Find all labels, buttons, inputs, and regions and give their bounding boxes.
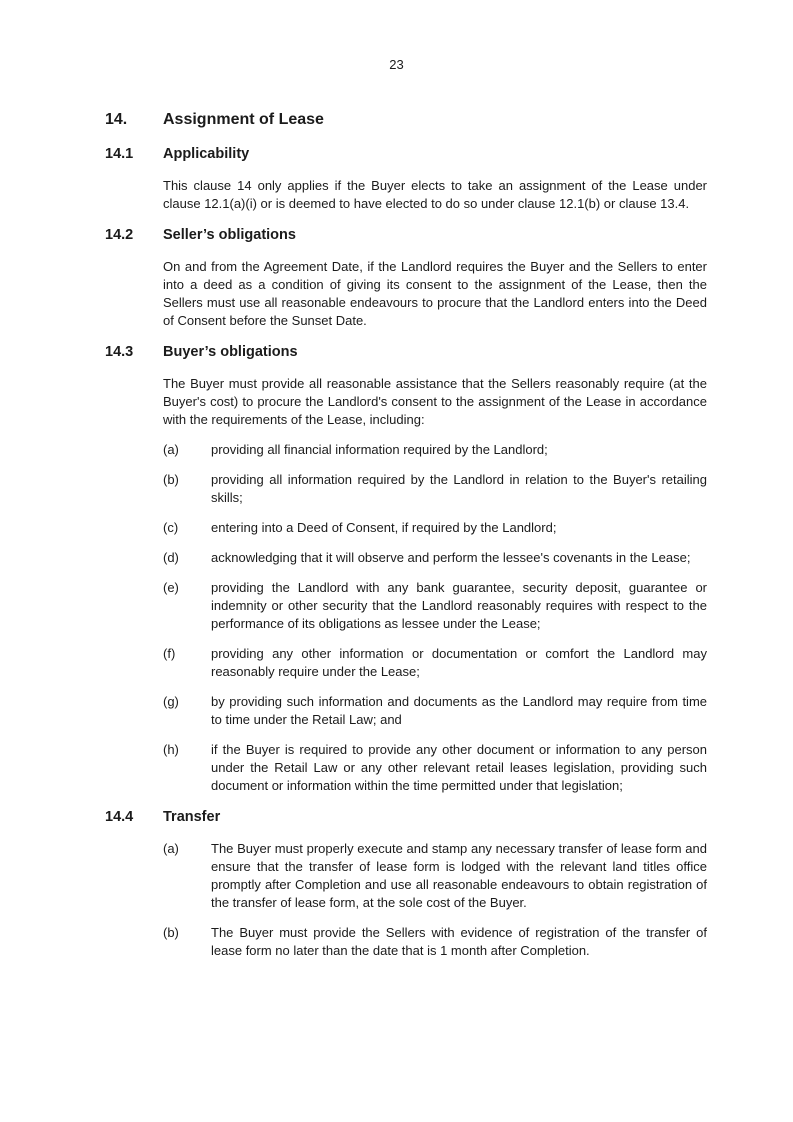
list-item-label: (b): [163, 925, 179, 940]
section-title: Applicability: [163, 146, 250, 162]
section-transfer: [0, 809, 793, 960]
section-title: Transfer: [163, 809, 221, 825]
section-heading: [105, 146, 793, 162]
list-item-label: (e): [163, 580, 179, 595]
section-applicability: [0, 146, 793, 213]
list-item-text: by providing such information and documents as the Landlord may require from time to time under the Retail Law; and: [211, 694, 707, 727]
list-item: [163, 924, 707, 960]
list-item: [163, 549, 707, 567]
section-sellers-obligations: [0, 227, 793, 330]
list-item: [163, 693, 707, 729]
list-item: [163, 579, 707, 633]
list-item-label: (a): [163, 841, 179, 856]
section-title: Buyer’s obligations: [163, 344, 298, 360]
list-item-label: (h): [163, 742, 179, 757]
section-number: 14.1: [105, 146, 134, 162]
list-item-text: providing any other information or documentation or comfort the Landlord may reasonably require under the Lease;: [211, 646, 707, 679]
list-item-text: providing all financial information required by the Landlord;: [211, 442, 548, 457]
list-item: [163, 741, 707, 795]
section-heading: [105, 227, 793, 243]
section-title: Seller’s obligations: [163, 227, 296, 243]
section-paragraph: The Buyer must provide all reasonable assistance that the Sellers reasonably require (at the Buyer's cost) to procure the Landlord's consent to the assignment of the Lease in accordance with the requirements of the Lease, including:: [163, 376, 707, 427]
clause-number: 14.: [105, 111, 128, 128]
list-item-text: providing all information required by the Landlord in relation to the Buyer's retailing skills;: [211, 472, 707, 505]
section-number: 14.3: [105, 344, 134, 360]
section-heading: [105, 809, 793, 825]
list-item: [163, 645, 707, 681]
section-number: 14.4: [105, 809, 134, 825]
list-item-text: acknowledging that it will observe and perform the lessee's covenants in the Lease;: [211, 550, 691, 565]
list-item: [163, 471, 707, 507]
list-item: [163, 840, 707, 912]
list-item-text: entering into a Deed of Consent, if required by the Landlord;: [211, 520, 557, 535]
section-paragraph: On and from the Agreement Date, if the Landlord requires the Buyer and the Sellers to enter into a deed as a condition of giving its consent to the assignment of the Lease, then the Sellers must use all reasonable endeavours to procure that the Landlord enters into the Deed of Consent before the Sunset Date.: [163, 259, 707, 328]
list-item-label: (d): [163, 550, 179, 565]
list-item-label: (b): [163, 472, 179, 487]
list-item-label: (f): [163, 646, 176, 661]
list-item-label: (g): [163, 694, 179, 709]
list-item-label: (c): [163, 520, 179, 535]
list-item-text: The Buyer must properly execute and stamp any necessary transfer of lease form and ensure that the transfer of lease form is lodged with the relevant land titles office promptly after Completion and use all reasonable endeavours to obtain registration of the transfer of lease form, at the sole cost of the Buyer.: [211, 841, 707, 910]
list-item-label: (a): [163, 442, 179, 457]
list-item: [163, 519, 707, 537]
list-item-text: providing the Landlord with any bank guarantee, security deposit, guarantee or indemnity or other security that the Landlord reasonably requires with respect to the performance of its obligations as lessee under the Lease;: [211, 580, 707, 631]
clause-title: Assignment of Lease: [163, 111, 324, 128]
section-paragraph: This clause 14 only applies if the Buyer elects to take an assignment of the Lease under clause 12.1(a)(i) or is deemed to have elected to do so under clause 12.1(b) or clause 13.4.: [163, 178, 707, 211]
list-item-text: The Buyer must provide the Sellers with evidence of registration of the transfer of lease form no later than the date that is 1 month after Completion.: [211, 925, 707, 958]
section-heading: [105, 344, 793, 360]
page-number: 23: [389, 57, 404, 72]
list-item: [163, 441, 707, 459]
section-number: 14.2: [105, 227, 134, 243]
clause-heading: [105, 110, 793, 130]
list-item-text: if the Buyer is required to provide any other document or information to any person under the Retail Law or any other relevant retail leases legislation, providing such document or information within the time permitted under that legislation;: [211, 742, 707, 793]
section-buyers-obligations: [0, 344, 793, 795]
